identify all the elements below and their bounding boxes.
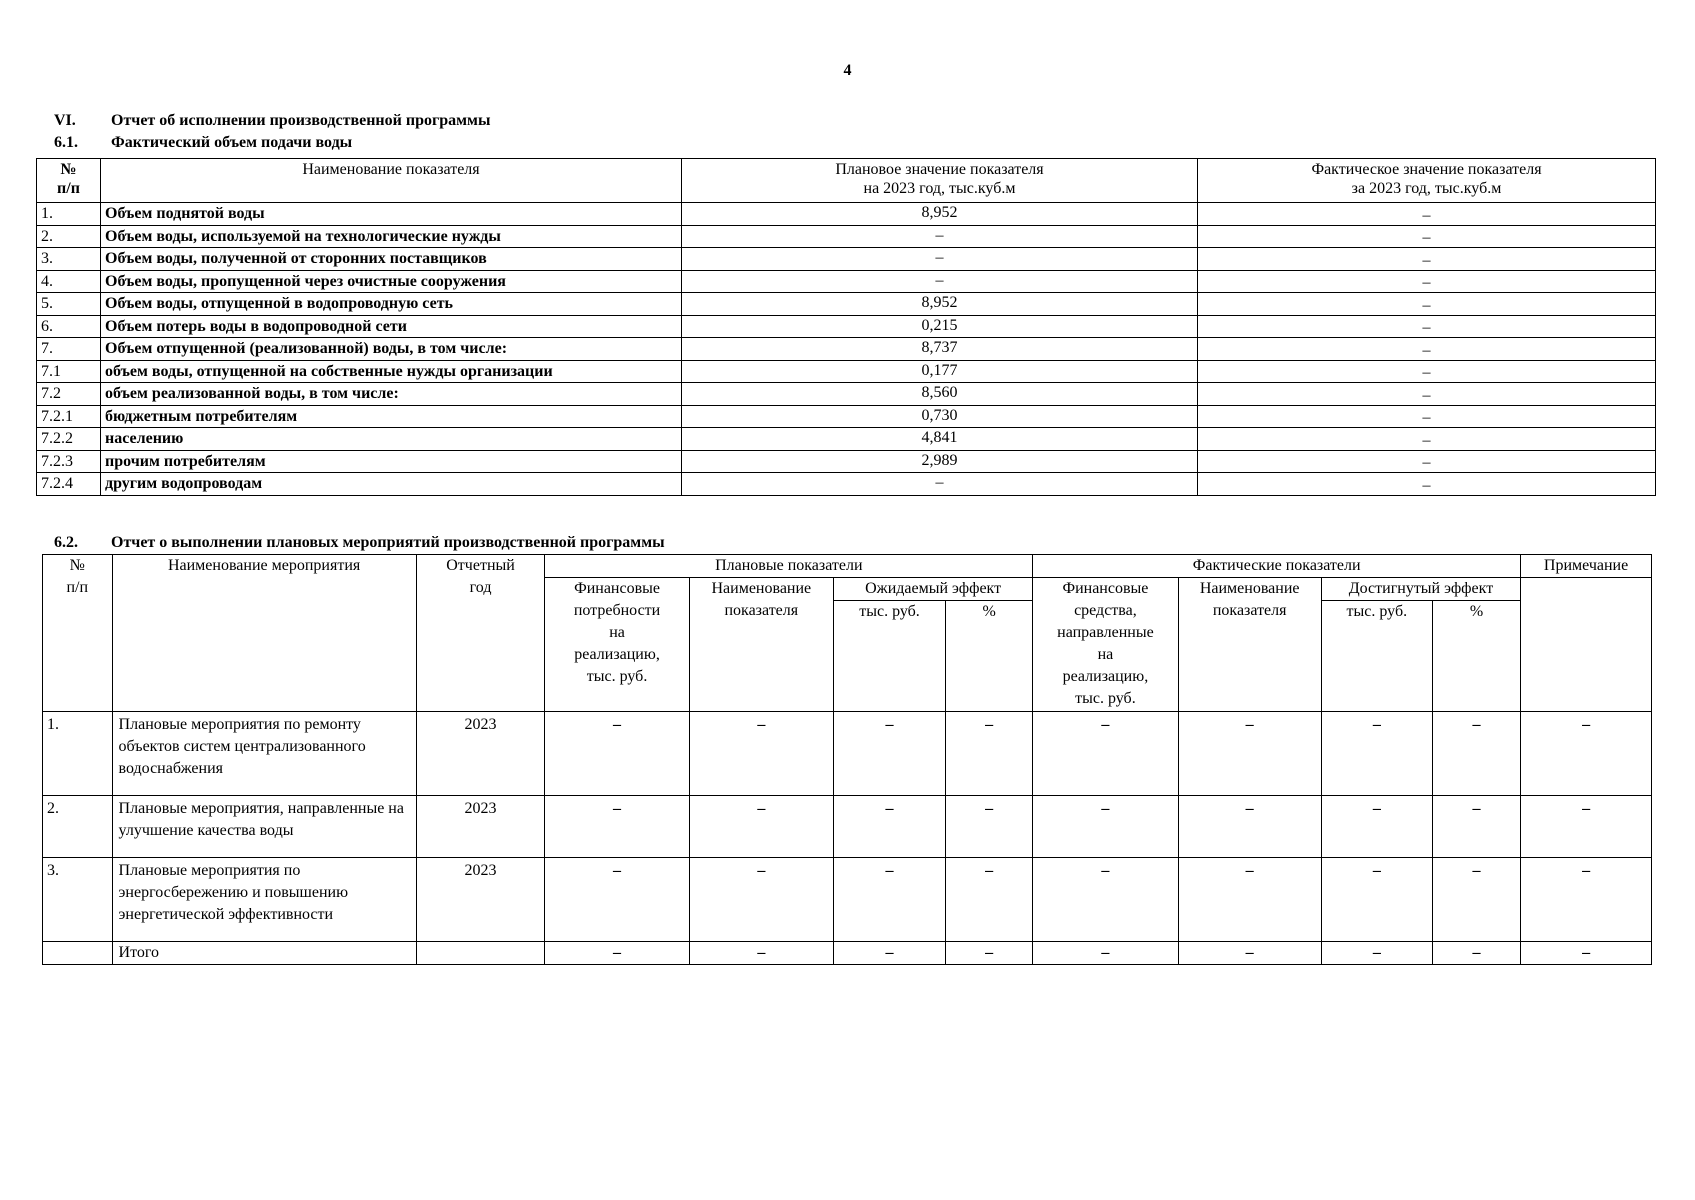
col-header-plan-effect: Ожидаемый эффект [833, 578, 1032, 601]
row-number: 2. [37, 225, 101, 248]
plan-value: 8,952 [682, 203, 1198, 226]
report-year: 2023 [416, 796, 545, 858]
col-header-year: Отчетный год [416, 555, 545, 712]
section-heading [54, 112, 490, 130]
fact-value: – [1198, 293, 1656, 316]
table-row [37, 225, 1656, 248]
table-row [43, 858, 1652, 942]
indicator-name: Объем потерь воды в водопроводной сети [101, 315, 682, 338]
indicator-name: объем воды, отпущенной на собственные нужды организации [101, 360, 682, 383]
plan-value: – [682, 248, 1198, 271]
value-cell-1: – [545, 712, 689, 796]
row-number: 3. [37, 248, 101, 271]
row-number: 2. [43, 796, 113, 858]
table-row [43, 712, 1652, 796]
indicator-name: Объем поднятой воды [101, 203, 682, 226]
col-header-plan-indicator: Наименование показателя [689, 578, 833, 712]
subsection-heading-6-1 [54, 134, 352, 152]
fact-value: – [1198, 225, 1656, 248]
measure-name: Плановые мероприятия по энергосбережению и повышению энергетической эффективности [112, 858, 416, 942]
plan-value: – [682, 270, 1198, 293]
total-row [43, 942, 1652, 965]
indicator-name: населению [101, 428, 682, 451]
table-header-row [37, 159, 1656, 203]
group-header-fact: Фактические показатели [1033, 555, 1521, 578]
col-header-note-empty [1521, 578, 1652, 712]
plan-value: 0,730 [682, 405, 1198, 428]
indicator-name: Объем воды, полученной от сторонних поставщиков [101, 248, 682, 271]
row-number: 7.2.3 [37, 450, 101, 473]
indicator-name: бюджетным потребителям [101, 405, 682, 428]
subsection-number: 6.1. [54, 134, 78, 151]
fact-value: – [1198, 473, 1656, 496]
col-header-fact: Фактическое значение показателя за 2023 год, тыс.куб.м [1198, 159, 1656, 203]
value-cell-8: – [1432, 712, 1520, 796]
col-header-name: Наименование показателя [101, 159, 682, 203]
subsection-heading-6-2 [54, 534, 665, 552]
value-cell-2: – [689, 796, 833, 858]
measures-table [42, 554, 1652, 965]
value-cell-3: – [833, 942, 945, 965]
col-header-fact-rub: тыс. руб. [1321, 601, 1432, 712]
table-row [37, 338, 1656, 361]
col-header-num: № п/п [43, 555, 113, 712]
row-number: 3. [43, 858, 113, 942]
plan-value: 0,177 [682, 360, 1198, 383]
fact-value: – [1198, 428, 1656, 451]
value-cell-6: – [1178, 858, 1321, 942]
table-row [37, 360, 1656, 383]
row-number: 7.2 [37, 383, 101, 406]
fact-value: – [1198, 450, 1656, 473]
fact-value: – [1198, 248, 1656, 271]
value-cell-6: – [1178, 942, 1321, 965]
plan-value: 8,952 [682, 293, 1198, 316]
indicator-name: Объем воды, пропущенной через очистные сооружения [101, 270, 682, 293]
row-number: 7.2.4 [37, 473, 101, 496]
table-row [37, 248, 1656, 271]
fact-value: – [1198, 315, 1656, 338]
value-cell-4: – [946, 858, 1033, 942]
table-row [37, 405, 1656, 428]
value-cell-4: – [946, 942, 1033, 965]
row-number: 7.2.1 [37, 405, 101, 428]
table-row [43, 796, 1652, 858]
total-label: Итого [112, 942, 416, 965]
table-row [37, 383, 1656, 406]
value-cell-9: – [1521, 942, 1652, 965]
total-year-empty [416, 942, 545, 965]
col-header-plan: Плановое значение показателя на 2023 год, тыс.куб.м [682, 159, 1198, 203]
col-header-num: № п/п [37, 159, 101, 203]
fact-value: – [1198, 270, 1656, 293]
value-cell-8: – [1432, 858, 1520, 942]
table-row [37, 315, 1656, 338]
water-supply-table [36, 158, 1656, 496]
col-header-plan-fin: Финансовые потребности на реализацию, тыс. руб. [545, 578, 689, 712]
col-header-fact-effect: Достигнутый эффект [1321, 578, 1520, 601]
value-cell-3: – [833, 712, 945, 796]
row-number: 4. [37, 270, 101, 293]
value-cell-3: – [833, 796, 945, 858]
plan-value: 8,560 [682, 383, 1198, 406]
value-cell-8: – [1432, 796, 1520, 858]
col-header-plan-pct: % [946, 601, 1033, 712]
value-cell-2: – [689, 712, 833, 796]
table-row [37, 450, 1656, 473]
row-number: 1. [43, 712, 113, 796]
value-cell-2: – [689, 942, 833, 965]
col-header-fact-fin: Финансовые средства, направленные на реализацию, тыс. руб. [1033, 578, 1178, 712]
table-row [37, 473, 1656, 496]
table-row [37, 270, 1656, 293]
indicator-name: Объем воды, используемой на технологические нужды [101, 225, 682, 248]
header-row-1 [43, 555, 1652, 578]
subsection-title: Фактический объем подачи воды [111, 134, 353, 151]
col-header-fact-indicator: Наименование показателя [1178, 578, 1321, 712]
fact-value: – [1198, 405, 1656, 428]
fact-value: – [1198, 383, 1656, 406]
plan-value: – [682, 225, 1198, 248]
row-number: 5. [37, 293, 101, 316]
subsection-number: 6.2. [54, 534, 78, 551]
value-cell-4: – [946, 712, 1033, 796]
col-header-note: Примечание [1521, 555, 1652, 578]
fact-value: – [1198, 360, 1656, 383]
measure-name: Плановые мероприятия по ремонту объектов систем централизованного водоснабжения [112, 712, 416, 796]
plan-value: 2,989 [682, 450, 1198, 473]
col-header-plan-rub: тыс. руб. [833, 601, 945, 712]
value-cell-4: – [946, 796, 1033, 858]
total-num-empty [43, 942, 113, 965]
value-cell-5: – [1033, 858, 1178, 942]
col-header-measure: Наименование мероприятия [112, 555, 416, 712]
page-number: 4 [843, 62, 852, 79]
fact-value: – [1198, 338, 1656, 361]
fact-value: – [1198, 203, 1656, 226]
table-row [37, 293, 1656, 316]
value-cell-3: – [833, 858, 945, 942]
value-cell-7: – [1321, 942, 1432, 965]
plan-value: 8,737 [682, 338, 1198, 361]
value-cell-1: – [545, 796, 689, 858]
plan-value: 0,215 [682, 315, 1198, 338]
indicator-name: Объем воды, отпущенной в водопроводную сеть [101, 293, 682, 316]
row-number: 7.1 [37, 360, 101, 383]
value-cell-9: – [1521, 712, 1652, 796]
value-cell-7: – [1321, 712, 1432, 796]
value-cell-1: – [545, 942, 689, 965]
value-cell-7: – [1321, 858, 1432, 942]
value-cell-6: – [1178, 796, 1321, 858]
table-row [37, 203, 1656, 226]
row-number: 1. [37, 203, 101, 226]
value-cell-5: – [1033, 712, 1178, 796]
report-year: 2023 [416, 712, 545, 796]
value-cell-6: – [1178, 712, 1321, 796]
indicator-name: прочим потребителям [101, 450, 682, 473]
value-cell-2: – [689, 858, 833, 942]
value-cell-7: – [1321, 796, 1432, 858]
report-year: 2023 [416, 858, 545, 942]
value-cell-9: – [1521, 796, 1652, 858]
col-header-fact-pct: % [1432, 601, 1520, 712]
table-row [37, 428, 1656, 451]
measure-name: Плановые мероприятия, направленные на улучшение качества воды [112, 796, 416, 858]
value-cell-5: – [1033, 942, 1178, 965]
row-number: 6. [37, 315, 101, 338]
group-header-plan: Плановые показатели [545, 555, 1033, 578]
indicator-name: другим водопроводам [101, 473, 682, 496]
indicator-name: Объем отпущенной (реализованной) воды, в том числе: [101, 338, 682, 361]
value-cell-5: – [1033, 796, 1178, 858]
value-cell-8: – [1432, 942, 1520, 965]
plan-value: – [682, 473, 1198, 496]
subsection-title: Отчет о выполнении плановых мероприятий производственной программы [111, 534, 665, 551]
indicator-name: объем реализованной воды, в том числе: [101, 383, 682, 406]
value-cell-1: – [545, 858, 689, 942]
section-title: Отчет об исполнении производственной программы [111, 112, 491, 129]
value-cell-9: – [1521, 858, 1652, 942]
plan-value: 4,841 [682, 428, 1198, 451]
row-number: 7.2.2 [37, 428, 101, 451]
row-number: 7. [37, 338, 101, 361]
section-number: VI. [54, 112, 76, 129]
